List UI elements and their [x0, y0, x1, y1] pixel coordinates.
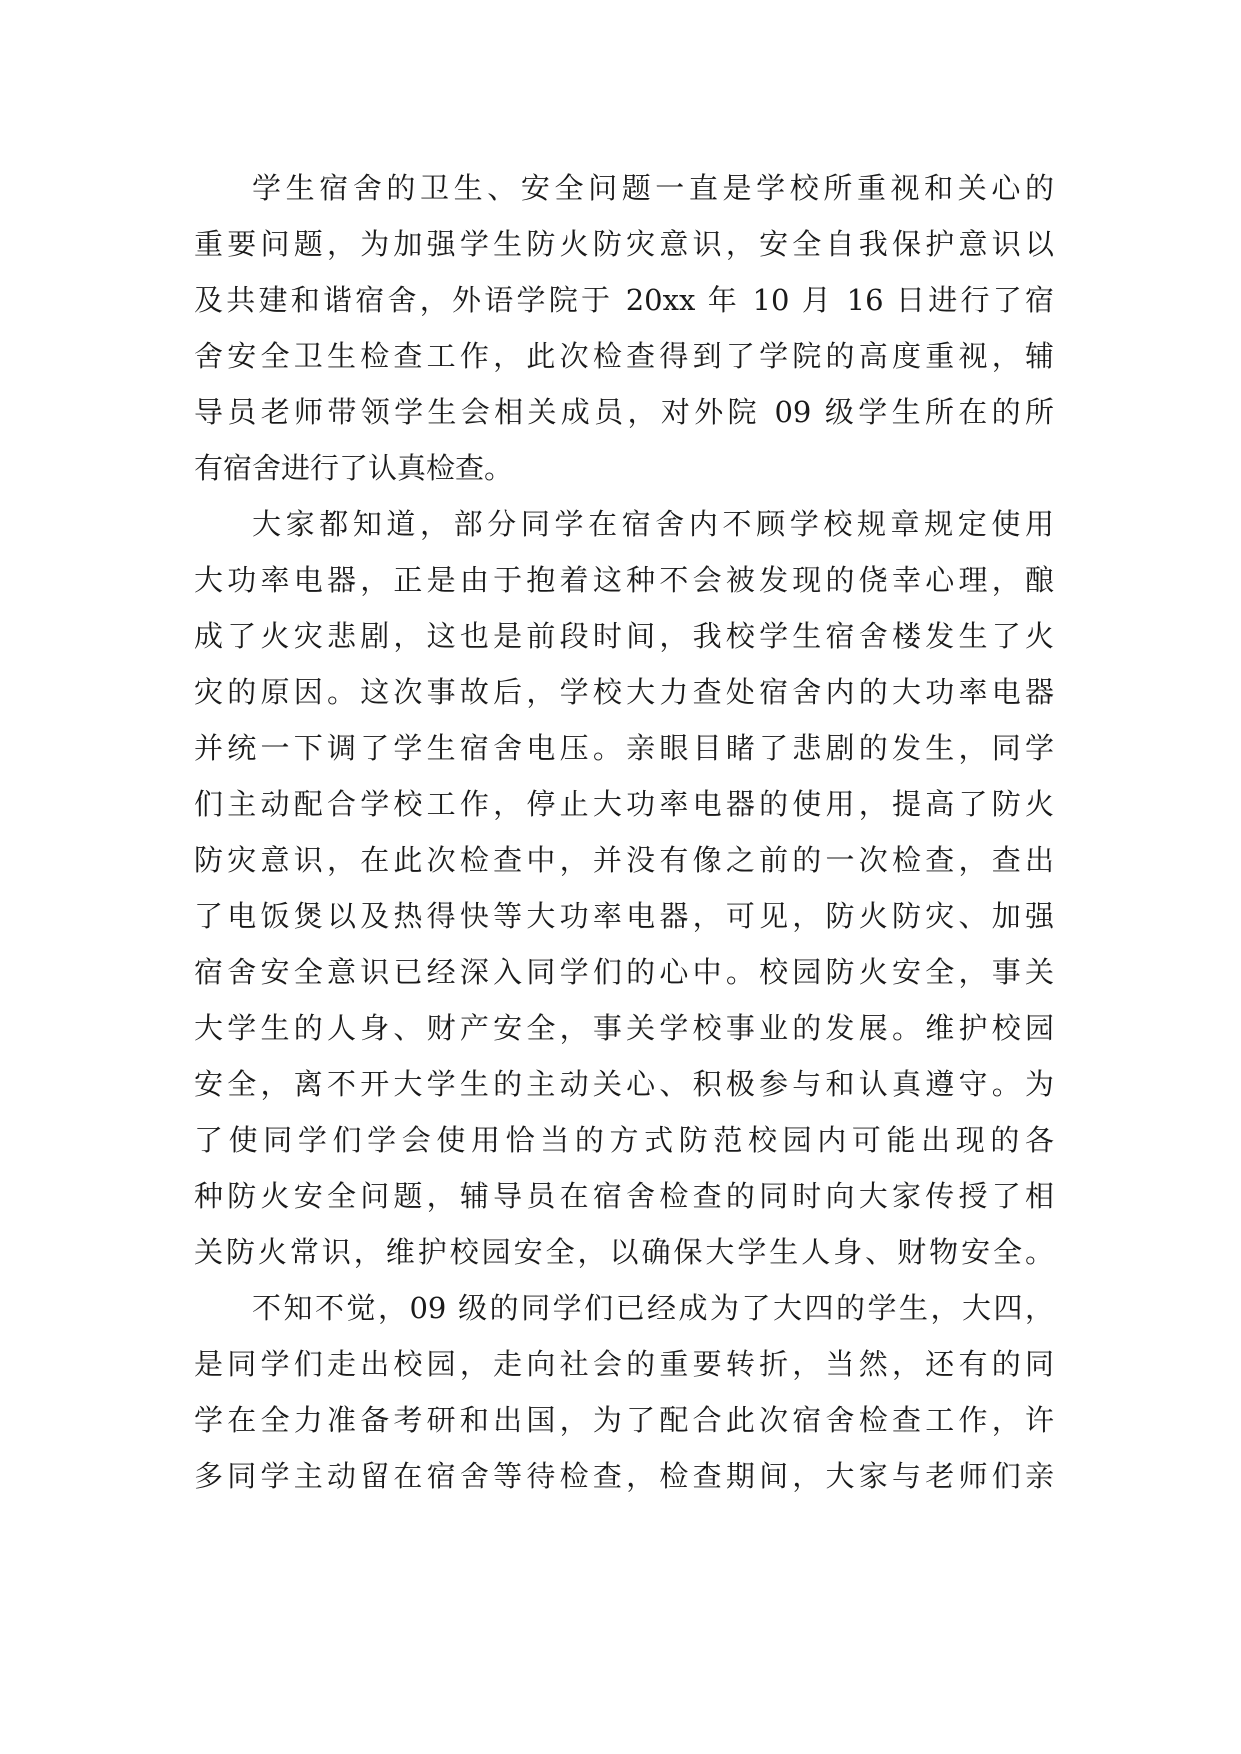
- paragraph-2-line-9: 宿舍安全意识已经深入同学们的心中。校园防火安全，事关: [194, 955, 1054, 989]
- paragraph-3-line-2: 是同学们走出校园，走向社会的重要转折，当然，还有的同: [194, 1347, 1054, 1381]
- paragraph-2-line-8: 了电饭煲以及热得快等大功率电器，可见，防火防灾、加强: [194, 899, 1054, 933]
- paragraph-2-line-4: 灾的原因。这次事故后，学校大力查处宿舍内的大功率电器: [194, 675, 1054, 709]
- paragraph-2-line-6: 们主动配合学校工作，停止大功率电器的使用，提高了防火: [194, 787, 1054, 821]
- paragraph-2-line-10: 大学生的人身、财产安全，事关学校事业的发展。维护校园: [194, 1011, 1054, 1045]
- paragraph-3-line-3: 学在全力准备考研和出国，为了配合此次宿舍检查工作，许: [194, 1403, 1054, 1437]
- document-body: [194, 160, 1054, 1504]
- paragraph-2-line-11: 安全，离不开大学生的主动关心、积极参与和认真遵守。为: [194, 1067, 1054, 1101]
- paragraph-1-line-3: 及共建和谐宿舍，外语学院于 20xx 年 10 月 16 日进行了宿: [194, 283, 1054, 317]
- paragraph-1-line-4: 舍安全卫生检查工作，此次检查得到了学院的高度重视，辅: [194, 339, 1054, 373]
- paragraph-2-line-5: 并统一下调了学生宿舍电压。亲眼目睹了悲剧的发生，同学: [194, 731, 1054, 765]
- paragraph-2-line-2: 大功率电器，正是由于抱着这种不会被发现的侥幸心理，酿: [194, 563, 1054, 597]
- paragraph-2-line-14: 关防火常识，维护校园安全，以确保大学生人身、财物安全。: [194, 1235, 1054, 1269]
- paragraph-1-line-1: 学生宿舍的卫生、安全问题一直是学校所重视和关心的: [252, 171, 1054, 205]
- paragraph-1-line-2: 重要问题，为加强学生防火防灾意识，安全自我保护意识以: [194, 227, 1054, 261]
- paragraph-2-line-12: 了使同学们学会使用恰当的方式防范校园内可能出现的各: [194, 1123, 1054, 1157]
- paragraph-2-line-7: 防灾意识，在此次检查中，并没有像之前的一次检查，查出: [194, 843, 1054, 877]
- paragraph-1-line-6: 有宿舍进行了认真检查。: [194, 451, 514, 485]
- paragraph-1-line-5: 导员老师带领学生会相关成员，对外院 09 级学生所在的所: [194, 395, 1054, 429]
- paragraph-2-line-1: 大家都知道，部分同学在宿舍内不顾学校规章规定使用: [252, 507, 1054, 541]
- paragraph-2-line-3: 成了火灾悲剧，这也是前段时间，我校学生宿舍楼发生了火: [194, 619, 1054, 653]
- paragraph-2-line-13: 种防火安全问题，辅导员在宿舍检查的同时向大家传授了相: [194, 1179, 1054, 1213]
- paragraph-3-line-1: 不知不觉，09 级的同学们已经成为了大四的学生，大四，: [252, 1291, 1054, 1325]
- paragraph-3-line-4: 多同学主动留在宿舍等待检查，检查期间，大家与老师们亲: [194, 1459, 1054, 1493]
